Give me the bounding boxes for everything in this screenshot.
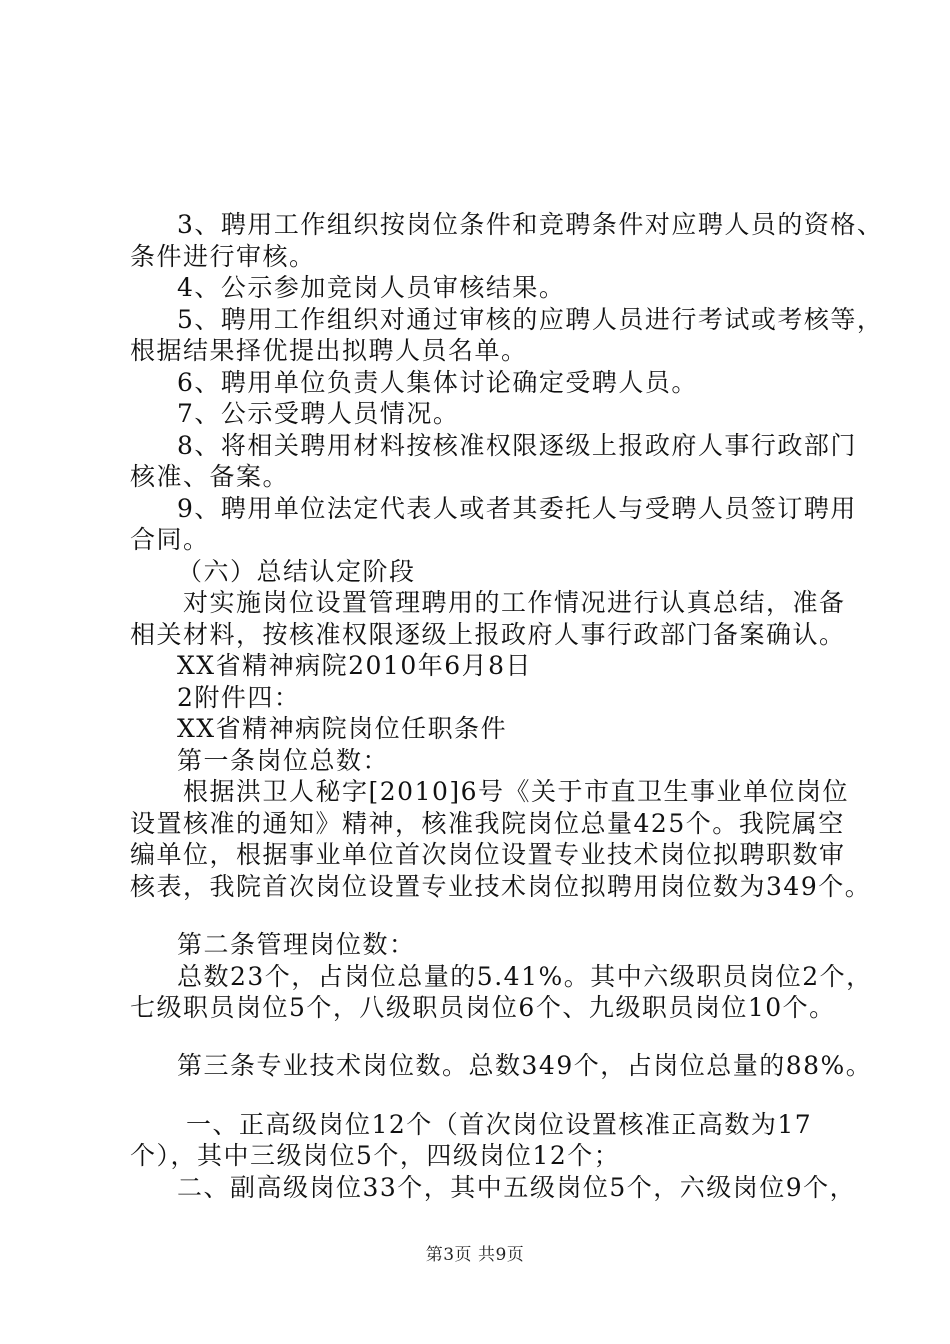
paragraph-line: 个），其中三级岗位5个，四级岗位12个； <box>130 1141 621 1170</box>
attachment-label: 2附件四： <box>177 683 301 712</box>
paragraph-line: 核准、备案。 <box>130 462 290 491</box>
paragraph-line: 编单位，根据事业单位首次岗位设置专业技术岗位拟聘职数审 <box>130 840 846 869</box>
paragraph-line: 总数23个，占岗位总量的5.41%。其中六级职员岗位2个， <box>177 962 873 991</box>
document-title: XX省精神病院岗位任职条件 <box>177 714 508 743</box>
article-heading: 第三条专业技术岗位数。总数349个，占岗位总量的88%。 <box>177 1051 873 1080</box>
paragraph-line: 二、副高级岗位33个，其中五级岗位5个，六级岗位9个， <box>177 1173 857 1202</box>
paragraph-line: 3、聘用工作组织按岗位条件和竞聘条件对应聘人员的资格、 <box>177 210 884 239</box>
paragraph-line: 核表，我院首次岗位设置专业技术岗位拟聘用岗位数为349个。 <box>130 872 872 901</box>
paragraph-line: 9、聘用单位法定代表人或者其委托人与受聘人员签订聘用 <box>177 494 857 523</box>
paragraph-line: 合同。 <box>130 525 210 554</box>
section-heading: （六）总结认定阶段 <box>177 557 416 586</box>
paragraph-line: 七级职员岗位5个，八级职员岗位6个、九级职员岗位10个。 <box>130 993 836 1022</box>
article-heading: 第一条岗位总数： <box>177 746 390 775</box>
paragraph-line: 一、正高级岗位12个（首次岗位设置核准正高数为17 <box>186 1110 813 1139</box>
paragraph-line: 4、公示参加竞岗人员审核结果。 <box>177 273 566 302</box>
paragraph-line: 根据结果择优提出拟聘人员名单。 <box>130 336 528 365</box>
page-number-footer: 第3页 共9页 <box>425 1245 525 1265</box>
paragraph-line: 8、将相关聘用材料按核准权限逐级上报政府人事行政部门 <box>177 431 857 460</box>
paragraph-line: 5、聘用工作组织对通过审核的应聘人员进行考试或考核等， <box>177 305 884 334</box>
signature-date-line: XX省精神病院2010年6月8日 <box>177 651 533 680</box>
paragraph-line: 6、聘用单位负责人集体讨论确定受聘人员。 <box>177 368 698 397</box>
article-heading: 第二条管理岗位数： <box>177 930 416 959</box>
paragraph-line: 相关材料，按核准权限逐级上报政府人事行政部门备案确认。 <box>130 620 846 649</box>
paragraph-line: 设置核准的通知》精神，核准我院岗位总量425个。我院属空 <box>130 809 845 838</box>
paragraph-line: 条件进行审核。 <box>130 242 316 271</box>
paragraph-line: 根据洪卫人秘字[2010]6号《关于市直卫生事业单位岗位 <box>183 777 850 806</box>
paragraph-line: 7、公示受聘人员情况。 <box>177 399 460 428</box>
paragraph-line: 对实施岗位设置管理聘用的工作情况进行认真总结，准备 <box>183 588 846 617</box>
